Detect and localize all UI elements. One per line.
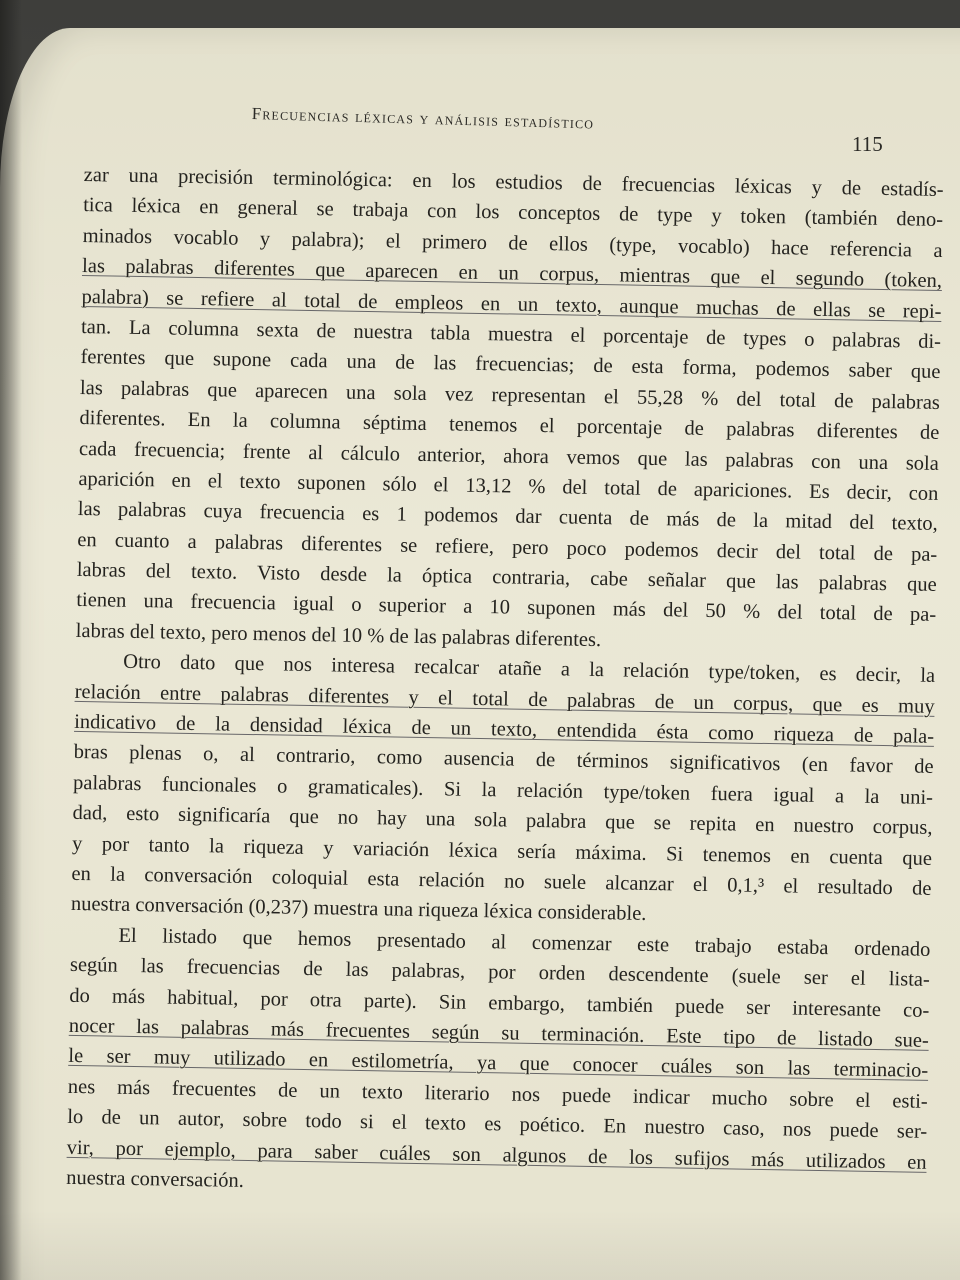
text-line: tienen una frecuencia igual o superior a 10 suponen más del 50 % del total de pa-: [76, 589, 937, 627]
text-line: ferentes que supone cada una de las frecuencias; de esta forma, podemos saber que: [80, 346, 941, 384]
text-line: do más habitual, por otra parte). Sin embargo, también puede ser interesante co-: [69, 984, 930, 1022]
text-line: nuestra conversación (0,237) muestra una riqueza léxica considerable.: [70, 893, 647, 926]
text-line: según las frecuencias de las palabras, por orden descendente (suele ser el lista-: [69, 954, 931, 992]
text-line: Otro dato que nos interesa recalcar atañe a la relación type/token, es decir, la: [123, 651, 936, 688]
text-line: en cuanto a palabras diferentes se refiere, pero poco podemos decir del total de pa-: [77, 528, 938, 566]
text-line: las palabras cuya frecuencia es 1 podemos dar cuenta de más de la mitad del texto,: [77, 498, 938, 536]
running-title: Frecuencias léxicas y análisis estadístico: [251, 104, 595, 133]
text-line: minados vocablo y palabra); el primero de ellos (type, vocablo) hace referencia a: [82, 224, 943, 262]
text-line: nuestra conversación.: [66, 1166, 244, 1192]
text-line: diferentes. En la columna séptima tenemos el porcentaje de palabras diferentes de: [79, 407, 940, 445]
text-line-underlined: las palabras diferentes que aparecen en un corpus, mientras que el segundo (token,: [81, 255, 943, 293]
text-line: cada frecuencia; frente al cálculo anterior, ahora vemos que las palabras con una sola: [78, 437, 940, 475]
text-line: tan. La columna sexta de nuestra tabla muestra el porcentaje de types o palabras di-: [80, 315, 942, 353]
text-line: El listado que hemos presentado al comenzar este trabajo estaba ordenado: [118, 924, 931, 961]
text-line: en la conversación coloquial esta relación no suele alcanzar el 0,1,³ el resultado de: [71, 862, 932, 900]
text-line: palabras funcionales o gramaticales). Si la relación type/token fuera igual a la uni-: [72, 771, 934, 809]
text-line: lo de un autor, sobre todo si el texto es poético. En nuestro caso, nos puede ser-: [67, 1105, 928, 1143]
text-line: bras plenas o, al contrario, como ausencia de términos significativos (en favor de: [73, 741, 934, 779]
text-line-underlined: indicativo de la densidad léxica de un texto, entendida ésta como riqueza de pala-: [73, 710, 935, 748]
text-line: dad, esto significaría que no hay una sola palabra que se repita en nuestro corpus,: [72, 802, 933, 840]
text-line-underlined: nocer las palabras más frecuentes según su terminación. Este tipo de listado sue-: [68, 1014, 929, 1052]
text-line: tica léxica en general se trabaja con los conceptos de type y token (también deno-: [83, 194, 944, 232]
text-line: labras del texto. Visto desde la óptica contraria, cabe señalar que las palabras que: [76, 559, 937, 597]
text-line: y por tanto la riqueza y variación léxica sería máxima. Si tenemos en cuenta que: [71, 832, 933, 870]
text-line: zar una precisión terminológica: en los estudios de frecuencias léxicas y de estadís-: [83, 163, 944, 202]
text-line: labras del texto, pero menos del 10 % de las palabras diferentes.: [75, 619, 602, 651]
page-number: 115: [852, 132, 883, 156]
text-line: nes más frecuentes de un texto literario nos puede indicar mucho sobre el esti-: [67, 1075, 928, 1113]
text-line-underlined: palabra) se refiere al total de empleos en un texto, aunque muchas de ellas se repi-: [81, 285, 942, 323]
text-line: las palabras que aparecen una sola vez representan el 55,28 % del total de palabras: [79, 376, 941, 414]
text-line-underlined: le ser muy utilizado en estilometría, ya que conocer cuáles son las terminacio-: [68, 1045, 929, 1083]
text-line-underlined: relación entre palabras diferentes y el total de palabras de un corpus, que es muy: [74, 680, 935, 718]
spine-shadow: [0, 0, 22, 1280]
bottom-shadow: [0, 1210, 960, 1280]
text-line: aparición en el texto suponen sólo el 13,12 % del total de apariciones. Es decir, con: [78, 467, 939, 505]
body-text: [66, 160, 944, 1208]
text-line-underlined: vir, por ejemplo, para saber cuáles son algunos de los sufijos más utilizados en: [66, 1136, 927, 1174]
